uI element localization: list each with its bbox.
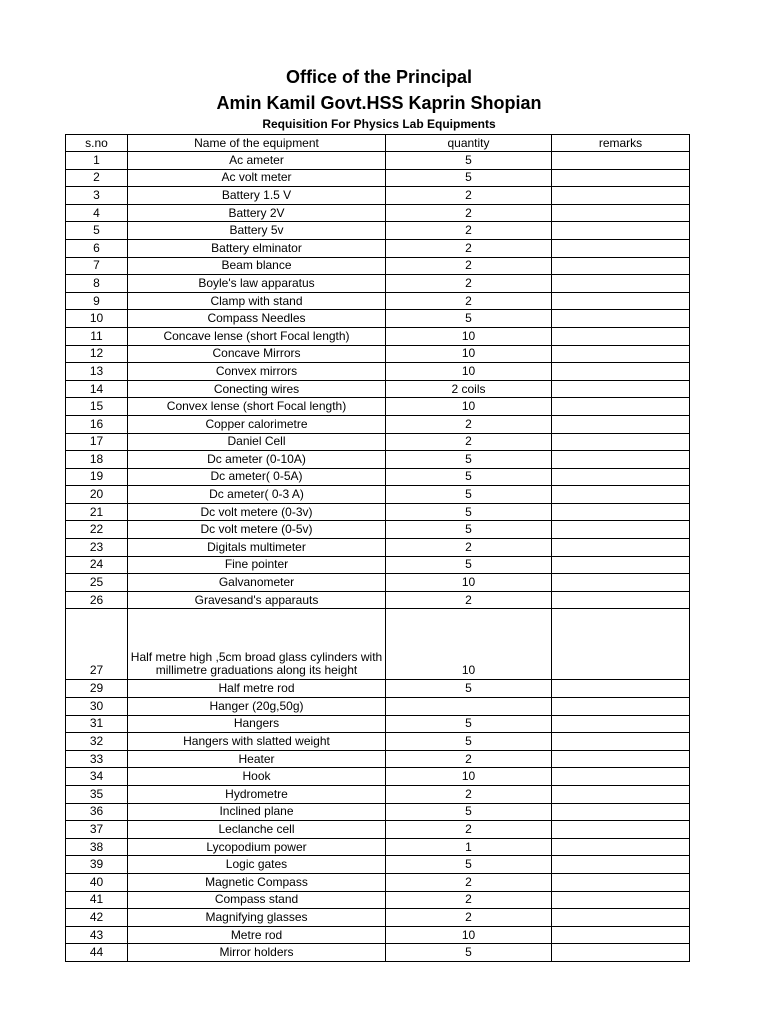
table-row xyxy=(66,503,690,521)
row-equipment-name: Dc ameter( 0-3 A) xyxy=(128,486,386,504)
row-equipment-name: Battery elminator xyxy=(128,239,386,257)
row-remarks xyxy=(552,803,690,821)
row-sno: 11 xyxy=(66,327,128,345)
row-remarks xyxy=(552,680,690,698)
row-equipment-name: Daniel Cell xyxy=(128,433,386,451)
table-row xyxy=(66,803,690,821)
row-sno: 42 xyxy=(66,909,128,927)
row-equipment-name: Half metre rod xyxy=(128,680,386,698)
row-equipment-name: Hangers xyxy=(128,715,386,733)
row-equipment-name: Digitals multimeter xyxy=(128,539,386,557)
row-equipment-name: Battery 1.5 V xyxy=(128,187,386,205)
row-equipment-name: Hanger (20g,50g) xyxy=(128,698,386,716)
row-quantity: 2 xyxy=(386,539,552,557)
row-sno: 16 xyxy=(66,415,128,433)
row-quantity: 2 xyxy=(386,239,552,257)
row-sno: 20 xyxy=(66,486,128,504)
row-sno: 27 xyxy=(66,609,128,680)
row-quantity: 2 xyxy=(386,187,552,205)
table-row xyxy=(66,257,690,275)
row-quantity: 2 xyxy=(386,750,552,768)
row-quantity: 5 xyxy=(386,680,552,698)
table-row xyxy=(66,873,690,891)
row-quantity: 10 xyxy=(386,609,552,680)
row-remarks xyxy=(552,909,690,927)
row-sno: 25 xyxy=(66,574,128,592)
row-remarks xyxy=(552,363,690,381)
row-sno: 41 xyxy=(66,891,128,909)
row-quantity: 2 xyxy=(386,204,552,222)
table-row xyxy=(66,680,690,698)
row-remarks xyxy=(552,556,690,574)
row-sno: 22 xyxy=(66,521,128,539)
row-sno: 12 xyxy=(66,345,128,363)
row-remarks xyxy=(552,310,690,328)
row-sno: 9 xyxy=(66,292,128,310)
row-remarks xyxy=(552,786,690,804)
row-remarks xyxy=(552,327,690,345)
row-remarks xyxy=(552,715,690,733)
table-row xyxy=(66,698,690,716)
row-remarks xyxy=(552,257,690,275)
row-quantity: 2 xyxy=(386,257,552,275)
row-quantity: 5 xyxy=(386,715,552,733)
table-row xyxy=(66,926,690,944)
row-equipment-name: Hangers with slatted weight xyxy=(128,733,386,751)
table-row xyxy=(66,275,690,293)
table-row xyxy=(66,521,690,539)
row-equipment-name: Logic gates xyxy=(128,856,386,874)
row-remarks xyxy=(552,187,690,205)
row-remarks xyxy=(552,433,690,451)
row-quantity xyxy=(386,698,552,716)
row-equipment-name: Magnetic Compass xyxy=(128,873,386,891)
row-equipment-name: Fine pointer xyxy=(128,556,386,574)
table-row xyxy=(66,152,690,170)
row-remarks xyxy=(552,926,690,944)
row-quantity: 10 xyxy=(386,574,552,592)
row-equipment-name: Dc ameter( 0-5A) xyxy=(128,468,386,486)
row-sno: 34 xyxy=(66,768,128,786)
row-quantity: 5 xyxy=(386,556,552,574)
row-remarks xyxy=(552,152,690,170)
table-row xyxy=(66,415,690,433)
row-remarks xyxy=(552,503,690,521)
table-row xyxy=(66,821,690,839)
table-row xyxy=(66,310,690,328)
table-row xyxy=(66,944,690,962)
row-quantity: 2 xyxy=(386,591,552,609)
table-row xyxy=(66,909,690,927)
row-equipment-name: Dc volt metere (0-5v) xyxy=(128,521,386,539)
row-equipment-name: Dc ameter (0-10A) xyxy=(128,451,386,469)
row-equipment-name: Conecting wires xyxy=(128,380,386,398)
row-equipment-name: Clamp with stand xyxy=(128,292,386,310)
row-quantity: 2 xyxy=(386,292,552,310)
row-quantity: 10 xyxy=(386,926,552,944)
row-sno: 44 xyxy=(66,944,128,962)
row-equipment-name: Hook xyxy=(128,768,386,786)
table-row xyxy=(66,856,690,874)
table-row xyxy=(66,327,690,345)
row-quantity: 5 xyxy=(386,856,552,874)
row-quantity: 2 xyxy=(386,873,552,891)
table-row xyxy=(66,345,690,363)
row-sno: 2 xyxy=(66,169,128,187)
column-header-remarks: remarks xyxy=(552,135,690,152)
row-sno: 26 xyxy=(66,591,128,609)
row-equipment-name: Ac volt meter xyxy=(128,169,386,187)
row-sno: 24 xyxy=(66,556,128,574)
table-row xyxy=(66,204,690,222)
row-quantity: 5 xyxy=(386,944,552,962)
row-equipment-name: Magnifying glasses xyxy=(128,909,386,927)
row-equipment-name: Convex lense (short Focal length) xyxy=(128,398,386,416)
row-sno: 29 xyxy=(66,680,128,698)
row-quantity: 2 xyxy=(386,433,552,451)
table-row xyxy=(66,838,690,856)
column-header-quantity: quantity xyxy=(386,135,552,152)
row-remarks xyxy=(552,275,690,293)
row-equipment-name: Galvanometer xyxy=(128,574,386,592)
row-quantity: 2 xyxy=(386,891,552,909)
row-sno: 21 xyxy=(66,503,128,521)
row-quantity: 5 xyxy=(386,468,552,486)
row-remarks xyxy=(552,521,690,539)
table-row xyxy=(66,750,690,768)
row-equipment-name: Boyle's law apparatus xyxy=(128,275,386,293)
table-row xyxy=(66,786,690,804)
row-sno: 10 xyxy=(66,310,128,328)
row-remarks xyxy=(552,574,690,592)
office-title: Office of the Principal xyxy=(285,67,473,87)
table-row xyxy=(66,239,690,257)
row-sno: 39 xyxy=(66,856,128,874)
row-quantity: 10 xyxy=(386,345,552,363)
row-sno: 6 xyxy=(66,239,128,257)
row-sno: 37 xyxy=(66,821,128,839)
table-row xyxy=(66,292,690,310)
row-sno: 8 xyxy=(66,275,128,293)
row-sno: 23 xyxy=(66,539,128,557)
row-sno: 3 xyxy=(66,187,128,205)
row-remarks xyxy=(552,821,690,839)
row-sno: 14 xyxy=(66,380,128,398)
row-remarks xyxy=(552,539,690,557)
row-sno: 19 xyxy=(66,468,128,486)
row-quantity: 5 xyxy=(386,803,552,821)
row-equipment-name: Gravesand's apparauts xyxy=(128,591,386,609)
row-equipment-name: Ac ameter xyxy=(128,152,386,170)
row-quantity: 5 xyxy=(386,152,552,170)
table-row xyxy=(66,556,690,574)
row-remarks xyxy=(552,398,690,416)
row-equipment-name: Convex mirrors xyxy=(128,363,386,381)
row-remarks xyxy=(552,873,690,891)
row-sno: 18 xyxy=(66,451,128,469)
row-remarks xyxy=(552,591,690,609)
row-quantity: 2 xyxy=(386,821,552,839)
table-row xyxy=(66,733,690,751)
row-sno: 1 xyxy=(66,152,128,170)
table-row xyxy=(66,468,690,486)
row-sno: 5 xyxy=(66,222,128,240)
row-equipment-name: Battery 2V xyxy=(128,204,386,222)
row-remarks xyxy=(552,891,690,909)
row-remarks xyxy=(552,486,690,504)
row-quantity: 2 xyxy=(386,786,552,804)
row-remarks xyxy=(552,345,690,363)
table-row xyxy=(66,169,690,187)
row-quantity: 2 coils xyxy=(386,380,552,398)
row-quantity: 5 xyxy=(386,451,552,469)
table-row xyxy=(66,574,690,592)
row-equipment-name: Leclanche cell xyxy=(128,821,386,839)
row-quantity: 5 xyxy=(386,503,552,521)
table-row xyxy=(66,609,690,680)
row-equipment-name: Heater xyxy=(128,750,386,768)
row-equipment-name: Dc volt metere (0-3v) xyxy=(128,503,386,521)
row-sno: 38 xyxy=(66,838,128,856)
row-remarks xyxy=(552,380,690,398)
table-row xyxy=(66,187,690,205)
table-row xyxy=(66,591,690,609)
row-remarks xyxy=(552,768,690,786)
school-name: Amin Kamil Govt.HSS Kaprin Shopian xyxy=(216,93,542,113)
table-row xyxy=(66,715,690,733)
row-remarks xyxy=(552,750,690,768)
row-quantity: 10 xyxy=(386,398,552,416)
row-quantity: 2 xyxy=(386,275,552,293)
row-equipment-name: Concave lense (short Focal length) xyxy=(128,327,386,345)
row-quantity: 2 xyxy=(386,415,552,433)
table-row xyxy=(66,380,690,398)
row-equipment-name: Mirror holders xyxy=(128,944,386,962)
row-quantity: 2 xyxy=(386,909,552,927)
row-equipment-name: Beam blance xyxy=(128,257,386,275)
row-remarks xyxy=(552,415,690,433)
row-equipment-name: Lycopodium power xyxy=(128,838,386,856)
row-equipment-name: Inclined plane xyxy=(128,803,386,821)
row-remarks xyxy=(552,733,690,751)
row-quantity: 10 xyxy=(386,363,552,381)
equipment-table xyxy=(65,134,690,962)
row-quantity: 2 xyxy=(386,222,552,240)
row-remarks xyxy=(552,169,690,187)
row-remarks xyxy=(552,204,690,222)
row-remarks xyxy=(552,292,690,310)
column-header-sno: s.no xyxy=(66,135,128,152)
row-sno: 32 xyxy=(66,733,128,751)
row-remarks xyxy=(552,609,690,680)
row-equipment-name: Battery 5v xyxy=(128,222,386,240)
row-quantity: 5 xyxy=(386,521,552,539)
row-equipment-name: Compass stand xyxy=(128,891,386,909)
table-row xyxy=(66,768,690,786)
row-equipment-name: Concave Mirrors xyxy=(128,345,386,363)
table-row xyxy=(66,398,690,416)
row-remarks xyxy=(552,698,690,716)
row-remarks xyxy=(552,838,690,856)
row-remarks xyxy=(552,451,690,469)
row-quantity: 5 xyxy=(386,310,552,328)
row-sno: 4 xyxy=(66,204,128,222)
table-row xyxy=(66,486,690,504)
row-remarks xyxy=(552,944,690,962)
row-quantity: 1 xyxy=(386,838,552,856)
row-remarks xyxy=(552,222,690,240)
table-row xyxy=(66,891,690,909)
row-sno: 33 xyxy=(66,750,128,768)
row-equipment-name: Copper calorimetre xyxy=(128,415,386,433)
row-quantity: 5 xyxy=(386,733,552,751)
row-sno: 7 xyxy=(66,257,128,275)
row-remarks xyxy=(552,239,690,257)
row-quantity: 10 xyxy=(386,327,552,345)
row-sno: 15 xyxy=(66,398,128,416)
column-header-name: Name of the equipment xyxy=(128,135,386,152)
row-sno: 36 xyxy=(66,803,128,821)
table-row xyxy=(66,451,690,469)
row-sno: 40 xyxy=(66,873,128,891)
table-row xyxy=(66,433,690,451)
row-quantity: 5 xyxy=(386,169,552,187)
table-row xyxy=(66,539,690,557)
table-row xyxy=(66,222,690,240)
table-header-row xyxy=(66,135,690,152)
row-sno: 30 xyxy=(66,698,128,716)
row-sno: 35 xyxy=(66,786,128,804)
row-remarks xyxy=(552,468,690,486)
row-remarks xyxy=(552,856,690,874)
row-equipment-name: Hydrometre xyxy=(128,786,386,804)
row-equipment-name: Half metre high ,5cm broad glass cylinders with millimetre graduations along its height xyxy=(128,609,386,680)
row-sno: 17 xyxy=(66,433,128,451)
row-sno: 43 xyxy=(66,926,128,944)
row-equipment-name: Compass Needles xyxy=(128,310,386,328)
requisition-subtitle: Requisition For Physics Lab Equipments xyxy=(262,117,496,131)
row-equipment-name: Metre rod xyxy=(128,926,386,944)
row-sno: 31 xyxy=(66,715,128,733)
row-quantity: 5 xyxy=(386,486,552,504)
row-quantity: 10 xyxy=(386,768,552,786)
table-row xyxy=(66,363,690,381)
row-sno: 13 xyxy=(66,363,128,381)
